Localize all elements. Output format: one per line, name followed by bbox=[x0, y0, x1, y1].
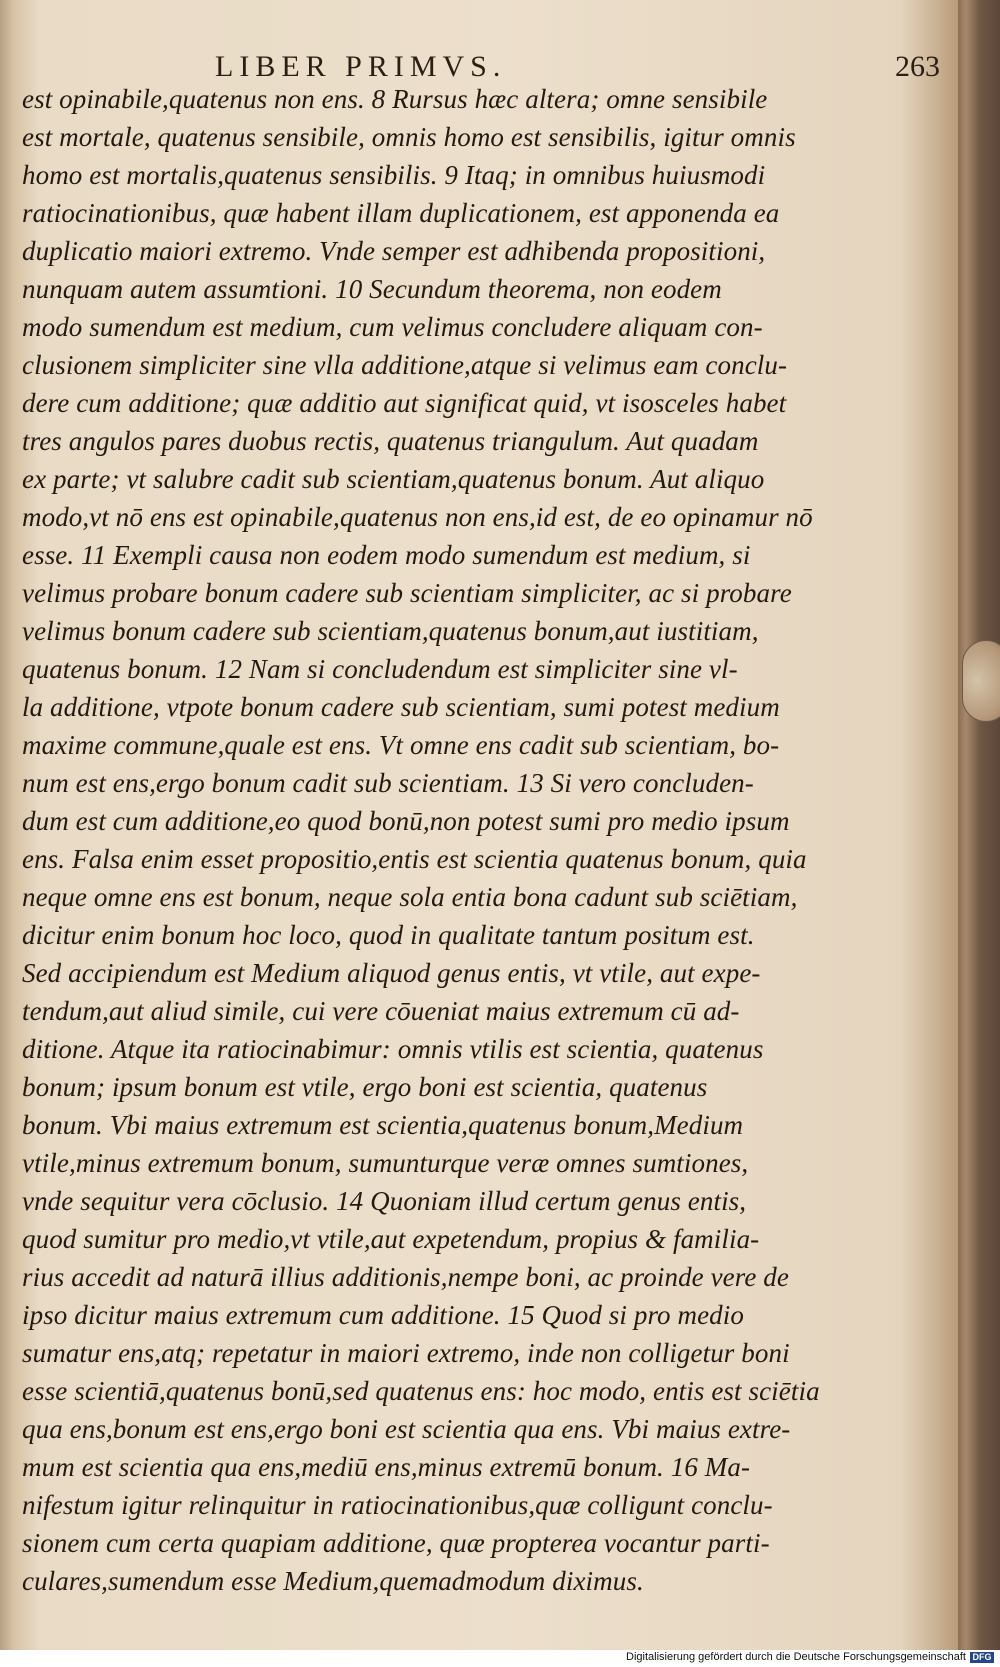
text-line: vnde sequitur vera cōclusio. 14 Quoniam illud certum genus entis, bbox=[22, 1186, 747, 1216]
body-text bbox=[22, 80, 820, 1600]
text-line: culares,sumendum esse Medium,quemadmodum diximus. bbox=[22, 1566, 644, 1596]
text-line: clusionem simpliciter sine vlla additione,atque si velimus eam conclu- bbox=[22, 350, 788, 380]
text-line: ipso dicitur maius extremum cum additione. 15 Quod si pro medio bbox=[22, 1300, 744, 1330]
text-line: duplicatio maiori extremo. Vnde semper est adhibenda propositioni, bbox=[22, 236, 766, 266]
text-line: bonum. Vbi maius extremum est scientia,quatenus bonum,Medium bbox=[22, 1110, 744, 1140]
text-line: modo,vt nō ens est opinabile,quatenus non ens,id est, de eo opinamur nō bbox=[22, 502, 813, 532]
text-line: sionem cum certa quapiam additione, quæ propterea vocantur parti- bbox=[22, 1528, 770, 1558]
text-line: velimus probare bonum cadere sub scientiam simpliciter, ac si probare bbox=[22, 578, 792, 608]
text-line: bonum; ipsum bonum est vtile, ergo boni est scientia, quatenus bbox=[22, 1072, 708, 1102]
digitization-credit: Digitalisierung gefördert durch die Deutsche Forschungsgemeinschaft bbox=[626, 1651, 966, 1663]
text-line: vtile,minus extremum bonum, sumunturque veræ omnes sumtiones, bbox=[22, 1148, 749, 1178]
text-line: dicitur enim bonum hoc loco, quod in qualitate tantum positum est. bbox=[22, 920, 755, 950]
text-line: ens. Falsa enim esset propositio,entis est scientia quatenus bonum, quia bbox=[22, 844, 807, 874]
text-line: mum est scientia qua ens,mediū ens,minus extremū bonum. 16 Ma- bbox=[22, 1452, 751, 1482]
text-line: homo est mortalis,quatenus sensibilis. 9 Itaq; in omnibus huiusmodi bbox=[22, 160, 766, 190]
text-line: modo sumendum est medium, cum velimus concludere aliquam con- bbox=[22, 312, 763, 342]
text-line: ex parte; vt salubre cadit sub scientiam,quatenus bonum. Aut aliquo bbox=[22, 464, 765, 494]
text-line: esse. 11 Exempli causa non eodem modo sumendum est medium, si bbox=[22, 540, 751, 570]
running-head: LIBER PRIMVS. bbox=[215, 50, 507, 83]
text-line: la additione, vtpote bonum cadere sub scientiam, sumi potest medium bbox=[22, 692, 780, 722]
text-line: tendum,aut aliud simile, cui vere cōueniat maius extremum cū ad- bbox=[22, 996, 740, 1026]
text-line: maxime commune,quale est ens. Vt omne ens cadit sub scientiam, bo- bbox=[22, 730, 780, 760]
text-line: nifestum igitur relinquitur in ratiocinationibus,quæ colligunt conclu- bbox=[22, 1490, 773, 1520]
dfg-logo: DFG bbox=[970, 1652, 994, 1663]
text-line: ditione. Atque ita ratiocinabimur: omnis vtilis est scientia, quatenus bbox=[22, 1034, 764, 1064]
text-line: nunquam autem assumtioni. 10 Secundum theorema, non eodem bbox=[22, 274, 722, 304]
text-line: Sed accipiendum est Medium aliquod genus entis, vt vtile, aut expe- bbox=[22, 958, 761, 988]
text-line: est mortale, quatenus sensibile, omnis homo est sensibilis, igitur omnis bbox=[22, 122, 796, 152]
text-line: est opinabile,quatenus non ens. 8 Rursus hæc altera; omne sensibile bbox=[22, 84, 768, 114]
text-line: quod sumitur pro medio,vt vtile,aut expetendum, propius & familia- bbox=[22, 1224, 760, 1254]
text-line: dere cum additione; quæ additio aut significat quid, vt isosceles habet bbox=[22, 388, 787, 418]
text-line: esse scientiā,quatenus bonū,sed quatenus ens: hoc modo, entis est sciētia bbox=[22, 1376, 820, 1406]
text-line: tres angulos pares duobus rectis, quatenus triangulum. Aut quadam bbox=[22, 426, 759, 456]
page-edge bbox=[958, 0, 1000, 1650]
text-line: neque omne ens est bonum, neque sola entia bona cadunt sub sciētiam, bbox=[22, 882, 798, 912]
text-line: dum est cum additione,eo quod bonū,non potest sumi pro medio ipsum bbox=[22, 806, 790, 836]
page-number: 263 bbox=[895, 50, 940, 83]
clasp-tab bbox=[962, 640, 1000, 722]
text-line: quatenus bonum. 12 Nam si concludendum est simpliciter sine vl- bbox=[22, 654, 738, 684]
text-line: num est ens,ergo bonum cadit sub scientiam. 13 Si vero concluden- bbox=[22, 768, 754, 798]
text-line: velimus bonum cadere sub scientiam,quatenus bonum,aut iustitiam, bbox=[22, 616, 759, 646]
text-line: sumatur ens,atq; repetatur in maiori extremo, inde non colligetur boni bbox=[22, 1338, 790, 1368]
text-line: qua ens,bonum est ens,ergo boni est scientia qua ens. Vbi maius extre- bbox=[22, 1414, 791, 1444]
text-line: ratiocinationibus, quæ habent illam duplicationem, est apponenda ea bbox=[22, 198, 780, 228]
text-line: rius accedit ad naturā illius additionis,nempe boni, ac proinde vere de bbox=[22, 1262, 789, 1292]
